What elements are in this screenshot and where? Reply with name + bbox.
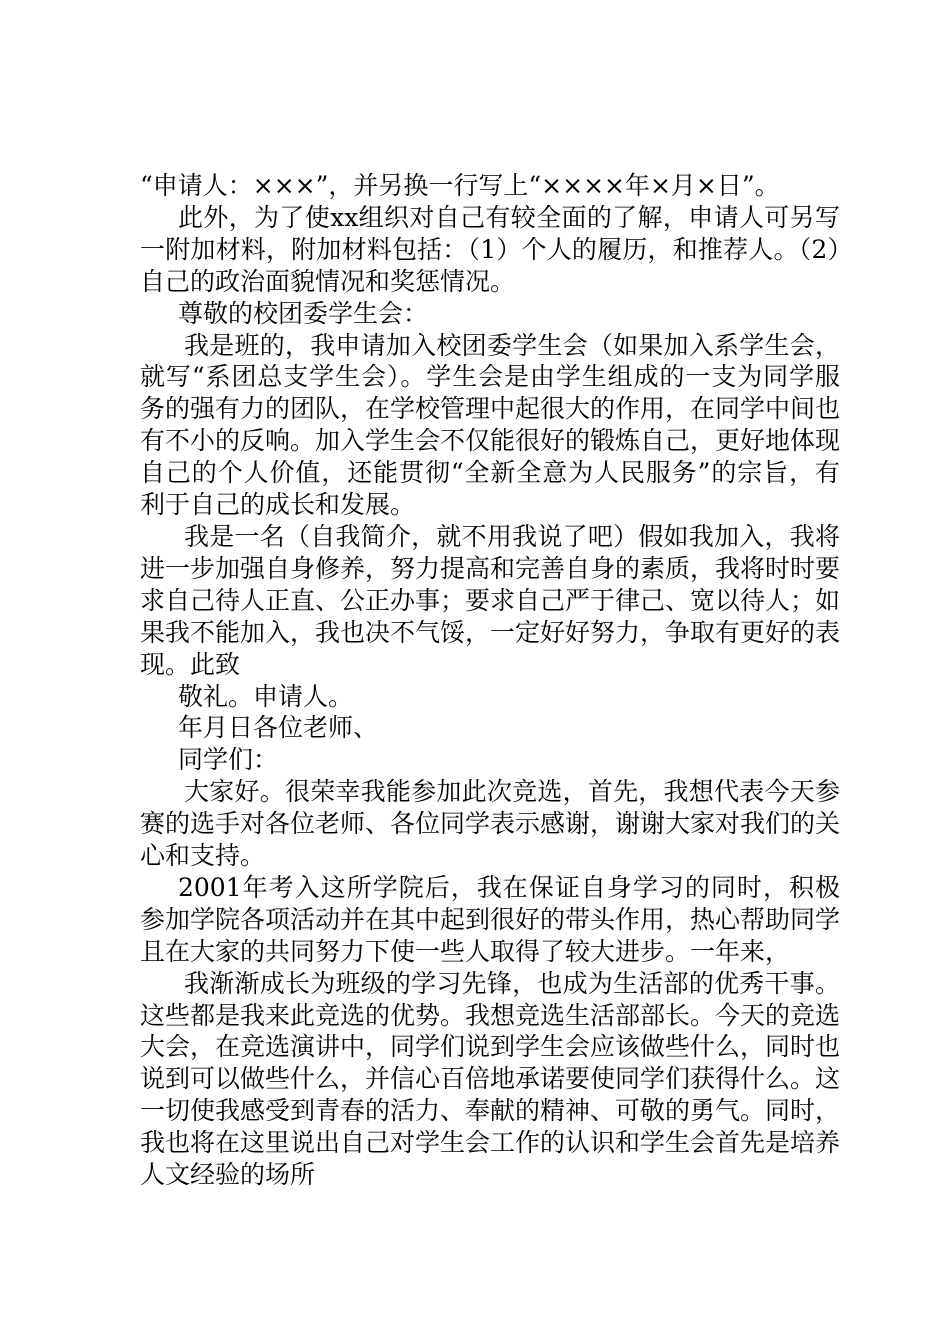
paragraph-signature-note: “申请人：×××”，并另换一行写上“××××年×月×日”。 bbox=[140, 171, 780, 200]
classmates-greeting: 同学们： bbox=[178, 745, 279, 775]
paragraph-college-experience: 2001年考入这所学院后，我在保证自身学习的同时，积极参加学院各项活动并在其中起到很好的带头作用，热心帮助同学且在大家的共同努力下使一些人取得了较大进步。一年来， bbox=[140, 872, 841, 966]
paragraph-attachment-note: 此外，为了使xx组织对自己有较全面的了解，申请人可另写一附加材料，附加材料包括：（1）个人的履历，和推荐人。（2）自己的政治面貌情况和奖惩情况。 bbox=[140, 202, 840, 296]
closing-salute: 敬礼。申请人。 bbox=[178, 681, 354, 711]
paragraph-campaign-reasons: 我渐渐成长为班级的学习先锋，也成为生活部的优秀干事。这些都是我来此竞选的优势。我想竞选生活部部长。今天的竞选大会，在竞选演讲中，同学们说到学生会应该做些什么，同时也说到可以做些什么，并信心百倍地承诺要使同学们获得什么。这一切使我感受到青春的活力、奉献的精神、可敬的勇气。同时，我也将在这里说出自己对学生会工作的认识和学生会首先是培养人文经验的场所 bbox=[140, 968, 841, 1190]
paragraph-self-introduction: 我是一名（自我简介，就不用我说了吧）假如我加入，我将进一步加强自身修养，努力提高和完善自身的素质，我将时时要求自己待人正直、公正办事；要求自己严于律己、宽以待人；如果我不能加入，我也决不气馁，一定好好努力，争取有更好的表现。此致 bbox=[140, 521, 841, 679]
date-and-teachers-greeting: 年月日各位老师、 bbox=[178, 713, 379, 743]
paragraph-application-intro: 我是班的，我申请加入校团委学生会（如果加入系学生会，就写“系团总支学生会）。学生会是由学生组成的一支为同学服务的强有力的团队，在学校管理中起很大的作用，在同学中间也有不小的反响。加入学生会不仅能很好的锻炼自己，更好地体现自己的个人价值，还能贯彻“全新全意为人民服务”的宗旨，有利于自己的成长和发展。 bbox=[140, 330, 841, 520]
document-body bbox=[140, 170, 840, 1191]
salutation-student-union: 尊敬的校团委学生会： bbox=[178, 298, 429, 328]
paragraph-speech-opening: 大家好。很荣幸我能参加此次竞选，首先，我想代表今天参赛的选手对各位老师、各位同学表示感谢，谢谢大家对我们的关心和支持。 bbox=[140, 777, 841, 871]
